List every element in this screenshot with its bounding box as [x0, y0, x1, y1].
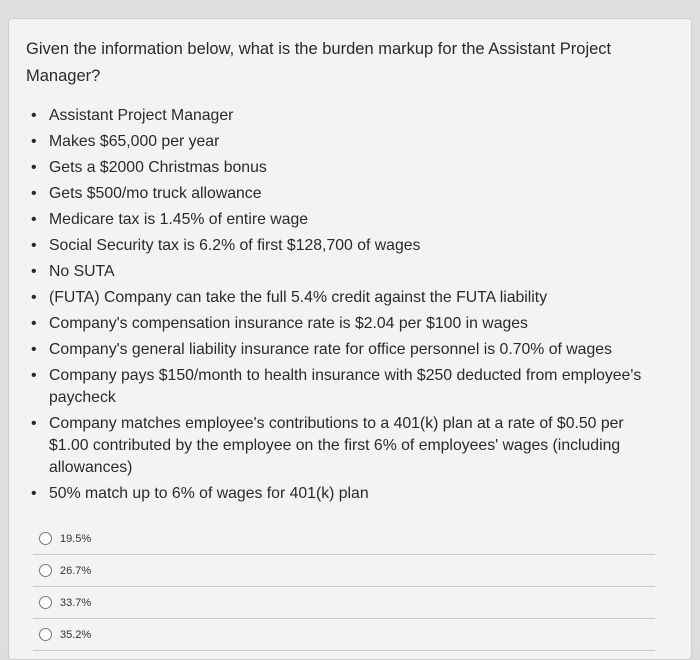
fact-item [27, 365, 667, 409]
bullet-icon: • [31, 263, 37, 280]
answer-option-b[interactable] [33, 555, 655, 587]
bullet-icon: • [31, 237, 37, 254]
bullet-icon: • [31, 159, 37, 176]
bullet-icon: • [31, 133, 37, 150]
fact-item [27, 339, 667, 361]
bullet-icon: • [31, 485, 37, 502]
bullet-icon: • [31, 107, 37, 124]
fact-item [27, 413, 667, 479]
fact-text: Gets $500/mo truck allowance [49, 185, 262, 202]
bullet-icon: • [31, 185, 37, 202]
answer-label[interactable]: 35.2% [60, 628, 92, 641]
radio-button-icon[interactable] [39, 532, 52, 545]
fact-item [27, 209, 667, 231]
answer-options [33, 523, 655, 651]
answer-label[interactable]: 26.7% [60, 564, 92, 577]
fact-item [27, 235, 667, 257]
fact-text: No SUTA [49, 263, 115, 280]
fact-item [27, 483, 667, 505]
answer-option-d[interactable] [33, 619, 655, 651]
radio-button-icon[interactable] [39, 628, 52, 641]
fact-text: Medicare tax is 1.45% of entire wage [49, 211, 309, 228]
fact-text: Social Security tax is 6.2% of first $128,700 of wages [49, 237, 421, 254]
question-card [8, 18, 692, 660]
answer-label[interactable]: 19.5% [60, 532, 92, 545]
fact-text: Company's general liability insurance rate for office personnel is 0.70% of wages [49, 341, 612, 358]
fact-item [27, 183, 667, 205]
bullet-icon: • [31, 211, 37, 228]
fact-item [27, 105, 667, 127]
radio-button-icon[interactable] [39, 596, 52, 609]
bullet-icon: • [31, 289, 37, 306]
question-text: Given the information below, what is the burden markup for the Assistant Project Manager? [26, 40, 612, 85]
answer-option-c[interactable] [33, 587, 655, 619]
fact-item [27, 261, 667, 283]
facts-list [27, 105, 667, 509]
bullet-icon: • [31, 415, 37, 432]
fact-text: Makes $65,000 per year [49, 133, 220, 150]
fact-text: Assistant Project Manager [49, 107, 234, 124]
bullet-icon: • [31, 315, 37, 332]
answer-label[interactable]: 33.7% [60, 596, 92, 609]
fact-text: Gets a $2000 Christmas bonus [49, 159, 267, 176]
answer-option-a[interactable] [33, 523, 655, 555]
fact-text: Company's compensation insurance rate is $2.04 per $100 in wages [49, 315, 528, 332]
bullet-icon: • [31, 367, 37, 384]
fact-text: 50% match up to 6% of wages for 401(k) plan [49, 485, 369, 502]
fact-item [27, 287, 667, 309]
fact-text: (FUTA) Company can take the full 5.4% credit against the FUTA liability [49, 289, 548, 306]
radio-button-icon[interactable] [39, 564, 52, 577]
fact-text: Company pays $150/month to health insurance with $250 deducted from employee's paycheck [49, 367, 642, 406]
fact-text: Company matches employee's contributions to a 401(k) plan at a rate of $0.50 per $1.00 contributed by the employee on the first 6% of employees' wages (including allowances) [49, 415, 624, 476]
fact-item [27, 313, 667, 335]
fact-item [27, 157, 667, 179]
fact-item [27, 131, 667, 153]
bullet-icon: • [31, 341, 37, 358]
